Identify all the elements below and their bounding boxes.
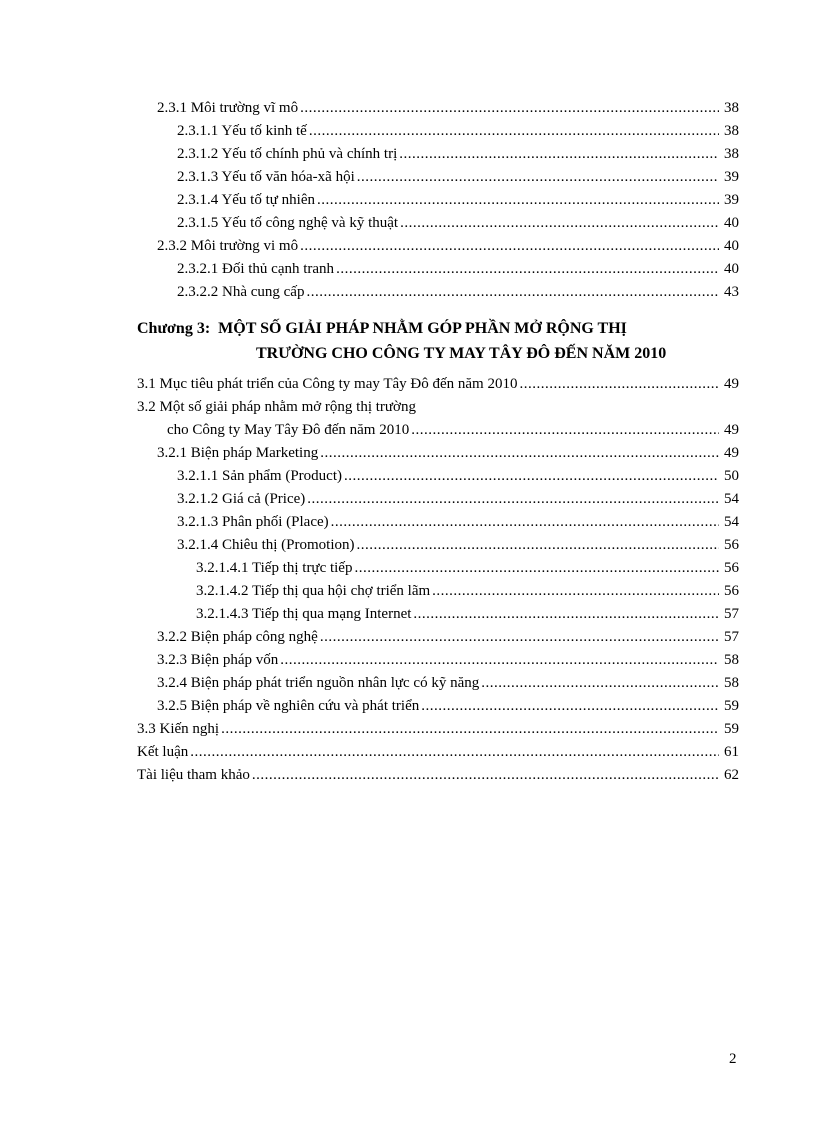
page-number: 2 [729, 1051, 737, 1067]
dot-leader [519, 373, 719, 395]
toc-entry [137, 718, 739, 740]
dot-leader [344, 465, 719, 487]
toc-entry-label: 2.3.2.1 Đối thủ cạnh tranh [177, 261, 335, 277]
toc-entry [157, 695, 739, 717]
toc-entry-page: 59 [724, 721, 739, 737]
toc-entry-page: 58 [724, 652, 739, 668]
toc-entry-label: 3.2.3 Biện pháp vốn [157, 652, 279, 668]
toc-entry [137, 764, 739, 786]
dot-leader [320, 442, 719, 464]
dot-leader [306, 281, 719, 303]
toc-entry-label: 3.2.4 Biện pháp phát triển nguồn nhân lực có kỹ năng [157, 675, 480, 691]
toc-entry [157, 672, 739, 694]
toc-entry [177, 488, 739, 510]
toc-entry [137, 741, 739, 763]
toc-entry-page: 57 [724, 629, 739, 645]
toc-entry-label: 3.2.1.4.3 Tiếp thị qua mạng Internet [196, 606, 412, 622]
toc-entry [196, 557, 739, 579]
toc-entry [177, 143, 739, 165]
toc-entry-page: 59 [724, 698, 739, 714]
dot-leader [221, 718, 719, 740]
toc-entry [177, 166, 739, 188]
toc-entry-label: 3.2.1.4.1 Tiếp thị trực tiếp [196, 560, 353, 576]
toc-entry-label: 2.3.1.3 Yếu tố văn hóa-xã hội [177, 169, 355, 185]
toc-entry [196, 580, 739, 602]
toc-entry-label: 2.3.2.2 Nhà cung cấp [177, 284, 305, 300]
toc-entry-page: 39 [724, 192, 739, 208]
toc-entry-page: 39 [724, 169, 739, 185]
toc-entry-page: 40 [724, 261, 739, 277]
toc-entry [177, 212, 739, 234]
toc-entry-page: 49 [724, 376, 739, 392]
dot-leader [357, 534, 720, 556]
dot-leader [400, 212, 719, 234]
dot-leader [354, 557, 719, 579]
toc-entry-page: 62 [724, 767, 739, 783]
toc-entry [157, 442, 739, 464]
dot-leader [481, 672, 719, 694]
toc-entry-label: 3.2.1.1 Sản phẩm (Product) [177, 468, 342, 484]
toc-entry-page: 57 [724, 606, 739, 622]
toc-entry-page: 56 [724, 537, 739, 553]
toc-entry-page: 49 [724, 445, 739, 461]
toc-entry-page: 56 [724, 583, 739, 599]
toc-entry-page: 43 [724, 284, 739, 300]
dot-leader [336, 258, 719, 280]
toc-entry-label: Kết luận [137, 744, 189, 760]
toc-entry-page: 49 [724, 422, 739, 438]
toc-entry-label: 3.2.5 Biện pháp về nghiên cứu và phát triển [157, 698, 420, 714]
toc-entry-label: cho Công ty May Tây Đô đến năm 2010 [167, 422, 410, 438]
toc-entry-label: 3.2.1.2 Giá cả (Price) [177, 491, 306, 507]
toc-entry-label: 3.2.1.3 Phân phối (Place) [177, 514, 329, 530]
toc-entry-page: 40 [724, 215, 739, 231]
toc-entry-label: 3.2 Một số giải pháp nhằm mở rộng thị trường [137, 399, 416, 415]
dot-leader [413, 603, 719, 625]
dot-leader [320, 626, 719, 648]
dot-leader [309, 120, 719, 142]
toc-entry [167, 419, 739, 441]
toc-entry-page: 54 [724, 514, 739, 530]
toc-entry-label: 3.1 Mục tiêu phát triển của Công ty may Tây Đô đến năm 2010 [137, 376, 518, 392]
toc-entry [177, 534, 739, 556]
toc-entry [157, 97, 739, 119]
toc-entry [157, 649, 739, 671]
toc-entry-label: 3.2.2 Biện pháp công nghệ [157, 629, 318, 645]
toc-entry [196, 603, 739, 625]
dot-leader [252, 764, 719, 786]
chapter-title-line1: MỘT SỐ GIẢI PHÁP NHẰM GÓP PHẦN MỞ RỘNG THỊ [218, 320, 627, 337]
toc-entry-page: 40 [724, 238, 739, 254]
toc-entry-page: 38 [724, 100, 739, 116]
toc-entry [177, 120, 739, 142]
toc-entry-label: 2.3.1.5 Yếu tố công nghệ và kỹ thuật [177, 215, 399, 231]
toc-entry [177, 281, 739, 303]
dot-leader [300, 97, 719, 119]
toc-entry-label: Tài liệu tham khảo [137, 767, 250, 783]
toc-entry-label: 3.2.1.4 Chiêu thị (Promotion) [177, 537, 355, 553]
toc-entry [177, 465, 739, 487]
toc-entry-label: 3.3 Kiến nghị [137, 721, 220, 737]
dot-leader [280, 649, 719, 671]
dot-leader [300, 235, 719, 257]
dot-leader [399, 143, 719, 165]
toc-entry-page: 38 [724, 146, 739, 162]
chapter-heading [137, 316, 747, 366]
toc-entry-page: 56 [724, 560, 739, 576]
toc-entry [177, 189, 739, 211]
dot-leader [317, 189, 719, 211]
dot-leader [357, 166, 719, 188]
toc-entry-label: 2.3.1.2 Yếu tố chính phủ và chính trị [177, 146, 398, 162]
toc-entry [177, 511, 739, 533]
chapter-number: Chương 3: [137, 320, 211, 337]
dot-leader [307, 488, 719, 510]
dot-leader [432, 580, 719, 602]
chapter-title-line2: TRƯỜNG CHO CÔNG TY MAY TÂY ĐÔ ĐẾN NĂM 2010 [256, 345, 667, 362]
toc-entry-page: 38 [724, 123, 739, 139]
toc-entry [157, 235, 739, 257]
toc-entry-page: 61 [724, 744, 739, 760]
toc-entry-label: 2.3.1.4 Yếu tố tự nhiên [177, 192, 315, 208]
toc-entry [157, 626, 739, 648]
dot-leader [411, 419, 719, 441]
dot-leader [331, 511, 719, 533]
toc-entry [137, 396, 739, 418]
toc-entry [177, 258, 739, 280]
dot-leader [421, 695, 719, 717]
toc-entry [137, 373, 739, 395]
toc-entry-label: 2.3.1.1 Yếu tố kinh tế [177, 123, 307, 139]
toc-entry-page: 50 [724, 468, 739, 484]
toc-entry-label: 3.2.1 Biện pháp Marketing [157, 445, 319, 461]
toc-entry-label: 2.3.1 Môi trường vĩ mô [157, 100, 299, 116]
dot-leader [190, 741, 719, 763]
toc-entry-label: 3.2.1.4.2 Tiếp thị qua hội chợ triển lãm [196, 583, 431, 599]
toc-entry-page: 54 [724, 491, 739, 507]
toc-entry-label: 2.3.2 Môi trường vi mô [157, 238, 299, 254]
toc-entry-page: 58 [724, 675, 739, 691]
